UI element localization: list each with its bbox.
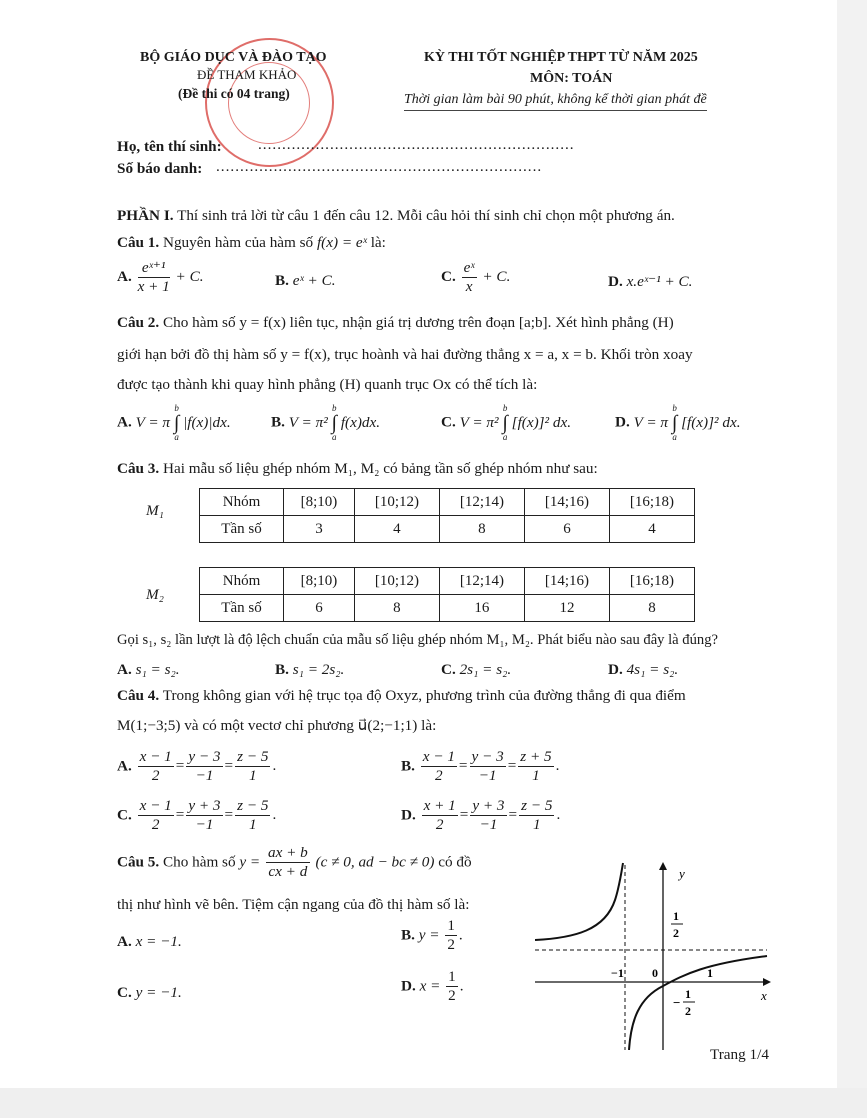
q3-d-letter: D.	[608, 661, 623, 678]
q3-b-letter: B.	[275, 661, 289, 678]
q4-d-frac-z	[519, 798, 554, 833]
q2-line2: giới hạn bởi đồ thị hàm số y = f(x), trục hoành và hai đường thẳng x = a, x = b. Khối tròn xoay	[117, 346, 693, 363]
m2-group-cell: [8;10)	[284, 568, 355, 595]
q4-c-frac-y	[186, 798, 222, 833]
q5-b-den: 2	[447, 935, 455, 953]
q2-option-c[interactable]	[441, 404, 571, 442]
q1-c-fraction	[462, 260, 477, 295]
q1-a-letter: A.	[117, 268, 132, 286]
q3-a-expr: s₁ = s₂.	[135, 661, 180, 678]
q2-c-integral	[502, 404, 507, 442]
q1-option-b[interactable]	[275, 272, 336, 290]
part1-instruction: Thí sinh trả lời từ câu 1 đến câu 12. Mỗi câu hỏi thí sinh chỉ chọn một phương án.	[177, 207, 675, 224]
q5-line2: thị như hình vẽ bên. Tiệm cận ngang của đồ thị hàm số là:	[117, 896, 470, 913]
y-neghalf-den: 2	[685, 1004, 691, 1018]
q1-text-pre: Nguyên hàm của hàm số	[163, 234, 314, 251]
m1-freq-cell: 8	[439, 516, 524, 543]
x-neg1-label: −1	[611, 966, 624, 980]
m2-freq-cell: 8	[609, 595, 694, 622]
origin-label: 0	[652, 966, 658, 980]
q1-a-num: eˣ⁺¹	[138, 260, 170, 278]
m1-group-header: Nhóm	[200, 489, 284, 516]
q4-a-frac-z	[235, 749, 270, 784]
q2-b-integral	[332, 404, 337, 442]
q5-condition: (c ≠ 0, ad − bc ≠ 0)	[315, 853, 435, 871]
m2-header-row	[200, 568, 695, 595]
q4-line1: Trong không gian với hệ trục tọa độ Oxyz, phương trình của đường thẳng đi qua điểm	[162, 687, 686, 704]
y-half-num: 1	[673, 909, 679, 923]
q5-d-letter: D.	[401, 977, 416, 995]
q4-c-frac-z	[235, 798, 270, 833]
m2-table	[199, 567, 695, 622]
scan-edge-right	[837, 0, 867, 1118]
q1-c-num: eˣ	[463, 259, 475, 276]
q4-b-x-den: 2	[435, 766, 443, 784]
q5-option-b[interactable]	[401, 918, 463, 953]
q2-a-lower: a	[174, 432, 179, 442]
ministry-name: BỘ GIÁO DỤC VÀ ĐÀO TẠO	[140, 50, 327, 65]
q3-option-c[interactable]	[441, 661, 511, 679]
y-axis-label: y	[679, 866, 685, 881]
q5-option-c[interactable]	[117, 984, 182, 1002]
m1-freq-cell: 4	[609, 516, 694, 543]
q5-a-letter: A.	[117, 933, 132, 950]
q5-stem-line1	[117, 845, 472, 880]
q1-d-letter: D.	[608, 273, 623, 290]
q2-c-upper: b	[502, 403, 508, 413]
q5-text-pre: Cho hàm số	[163, 853, 236, 871]
q2-b-pre: V = π²	[288, 414, 328, 431]
time-note: Thời gian làm bài 90 phút, không kể thời gian phát đề	[404, 92, 707, 111]
q1-label: Câu 1.	[117, 234, 160, 251]
m1-table	[199, 488, 695, 543]
q4-d-z-den: 1	[532, 815, 541, 833]
q4-label: Câu 4.	[117, 687, 160, 704]
q3-a-letter: A.	[117, 661, 132, 678]
q5-d-den: 2	[448, 986, 456, 1004]
q5-d-fraction	[446, 969, 458, 1004]
q1-b-letter: B.	[275, 272, 289, 289]
q5-d-num: 1	[448, 968, 456, 985]
q4-a-frac-y	[186, 749, 222, 784]
q2-line1: Cho hàm số y = f(x) liên tục, nhận giá trị dương trên đoạn [a;b]. Xét hình phẳng (H)	[163, 314, 674, 331]
q3-question: Gọi s₁, s₂ lần lượt là độ lệch chuẩn của mẫu số liệu ghép nhóm M₁, M₂. Phát biểu nào sau đây là đúng?	[117, 632, 718, 648]
q4-a-y-num: y − 3	[188, 748, 221, 765]
q4-c-y-den: −1	[195, 815, 214, 833]
q1-text-post: là:	[370, 234, 386, 251]
q4-c-frac-x	[138, 798, 174, 833]
q4-line2: M(1;−3;5) và có một vectơ chỉ phương u⃗(2;−1;1) là:	[117, 717, 437, 734]
m1-freq-cell: 6	[524, 516, 609, 543]
q5-fn-den: cx + d	[268, 862, 308, 880]
q2-d-sign: ∫	[671, 412, 678, 434]
scan-edge-bottom	[0, 1088, 867, 1118]
q5-fn-fraction	[266, 845, 310, 880]
m1-group-cell: [12;14)	[439, 489, 524, 516]
q4-b-y-num: y − 3	[471, 748, 504, 765]
q2-c-lower: a	[502, 432, 508, 442]
q4-d-y-num: y + 3	[472, 797, 505, 814]
q4-b-x-num: x − 1	[422, 748, 455, 765]
q3-option-b[interactable]	[275, 661, 344, 679]
q2-a-pre: V = π	[135, 414, 171, 431]
m2-group-cell: [10;12)	[354, 568, 439, 595]
q2-b-body: f(x)dx.	[340, 414, 381, 431]
q2-option-d[interactable]	[615, 404, 741, 442]
q4-d-letter: D.	[401, 806, 416, 824]
q2-b-sign: ∫	[331, 412, 338, 434]
m1-freq-cell: 3	[284, 516, 355, 543]
q3-text: Hai mẫu số liệu ghép nhóm M₁, M₂ có bảng tần số ghép nhóm như sau:	[163, 460, 598, 477]
page-number: Trang 1/4	[710, 1046, 769, 1063]
exam-type: ĐỀ THAM KHẢO	[197, 67, 297, 82]
y-neghalf-sign: −	[673, 995, 681, 1010]
m2-freq-cell: 8	[354, 595, 439, 622]
part1-heading	[117, 207, 675, 225]
q5-label: Câu 5.	[117, 853, 160, 871]
curve-left-branch	[535, 863, 623, 940]
q5-d-tail: .	[459, 977, 464, 995]
q2-a-letter: A.	[117, 413, 132, 431]
q5-text-post: có đồ	[438, 853, 472, 871]
q2-d-integral	[672, 404, 677, 442]
q4-option-a[interactable]: A. $\frac{x - 1}{2}$ = $\frac{y - 3}{-1}$ = $\frac{z - 5}{1}$ .	[117, 748, 277, 784]
m1-header-row	[200, 489, 695, 516]
m2-freq-cell: 16	[439, 595, 524, 622]
q2-line3: được tạo thành khi quay hình phẳng (H) quanh trục Ox có thể tích là:	[117, 376, 538, 393]
m2-group-header: Nhóm	[200, 568, 284, 595]
m2-group-cell: [14;16)	[524, 568, 609, 595]
q2-c-sign: ∫	[502, 412, 508, 434]
q4-b-frac-z	[518, 749, 553, 784]
q2-b-lower: a	[332, 432, 337, 442]
q2-d-letter: D.	[615, 413, 630, 431]
q5-b-num: 1	[447, 917, 455, 934]
q5-b-letter: B.	[401, 926, 415, 944]
q2-b-letter: B.	[271, 413, 285, 431]
q1-a-fraction	[138, 260, 170, 295]
q4-b-frac-x	[421, 749, 457, 784]
x-axis-label: x	[761, 988, 767, 1003]
q4-d-x-den: 2	[435, 815, 444, 833]
q2-a-integral	[174, 404, 179, 442]
q1-a-tail: + C.	[175, 268, 204, 286]
q4-b-y-den: −1	[478, 766, 497, 784]
q5-fn-num: ax + b	[267, 844, 308, 861]
x-pos1-label: 1	[707, 966, 713, 980]
m1-group-cell: [16;18)	[609, 489, 694, 516]
q4-d-z-num: z − 5	[521, 797, 553, 814]
q4-a-letter: A.	[117, 757, 132, 775]
q5-fn-lhs: y =	[239, 853, 261, 871]
q5-d-pre: x =	[419, 977, 441, 995]
q4-a-z-num: z − 5	[237, 748, 269, 765]
candidate-id-field[interactable]: ....................................................................	[216, 158, 543, 175]
q3-c-letter: C.	[441, 661, 456, 678]
q5-b-fraction	[445, 918, 457, 953]
q4-a-frac-x	[138, 749, 174, 784]
q5-option-d[interactable]	[401, 969, 464, 1004]
q4-stem-line1	[117, 687, 686, 705]
q5-option-a[interactable]	[117, 933, 182, 951]
q2-d-body: [f(x)]² dx.	[681, 414, 741, 431]
q4-c-y-num: y + 3	[188, 797, 221, 814]
exam-subject: MÔN: TOÁN	[530, 71, 613, 86]
q1-option-a[interactable]	[117, 260, 204, 295]
q2-option-b[interactable]	[271, 404, 380, 442]
q3-stem	[117, 460, 598, 478]
q3-label: Câu 3.	[117, 460, 160, 477]
y-axis-arrow	[659, 862, 667, 870]
q4-b-frac-y	[470, 749, 506, 784]
q5-a-expr: x = −1.	[135, 933, 182, 950]
q5-c-expr: y = −1.	[135, 984, 182, 1001]
q2-c-body: [f(x)]² dx.	[511, 414, 572, 431]
q5-c-letter: C.	[117, 984, 132, 1001]
q4-d-frac-y	[470, 798, 506, 833]
q4-c-x-den: 2	[151, 815, 160, 833]
m1-freq-row	[200, 516, 695, 543]
q2-stem-line1	[117, 314, 674, 332]
hyperbola-graph	[535, 860, 775, 1050]
q3-b-expr: s₁ = 2s₂.	[292, 661, 345, 678]
q4-d-y-den: −1	[479, 815, 498, 833]
m2-freq-cell: 12	[524, 595, 609, 622]
q4-a-z-den: 1	[248, 766, 257, 784]
q1-option-d[interactable]	[608, 272, 692, 291]
q4-b-z-den: 1	[532, 766, 540, 784]
part1-title: PHẦN I.	[117, 207, 174, 224]
q2-d-upper: b	[672, 403, 677, 413]
m1-freq-header: Tần số	[200, 516, 284, 543]
m1-freq-cell: 4	[354, 516, 439, 543]
q3-option-a[interactable]	[117, 661, 180, 679]
m1-group-cell: [8;10)	[284, 489, 355, 516]
q4-a-x-den: 2	[151, 766, 160, 784]
q1-option-c[interactable]	[441, 260, 510, 295]
m2-group-cell: [12;14)	[439, 568, 524, 595]
q4-b-z-num: z + 5	[520, 748, 552, 765]
m2-freq-header: Tần số	[200, 595, 284, 622]
curve-right-branch	[629, 956, 767, 1050]
q2-a-body: |f(x)|dx.	[183, 414, 231, 431]
q1-formula: f(x) = eˣ	[316, 234, 367, 251]
q2-option-a[interactable]	[117, 404, 231, 442]
q3-option-d[interactable]	[608, 661, 678, 679]
q2-b-upper: b	[332, 403, 337, 413]
candidate-name-label: Họ, tên thí sinh:	[117, 138, 222, 155]
q2-a-upper: b	[174, 403, 179, 413]
q4-d-frac-x	[422, 798, 458, 833]
q1-a-den: x + 1	[137, 277, 170, 295]
q3-d-expr: 4s₁ = s₂.	[626, 661, 679, 678]
q4-option-c[interactable]: C. $\frac{x - 1}{2}$ = $\frac{y + 3}{-1}$ = $\frac{z - 5}{1}$ .	[117, 797, 277, 833]
m1-group-cell: [14;16)	[524, 489, 609, 516]
q3-c-expr: 2s₁ = s₂.	[459, 661, 512, 678]
q1-c-tail: + C.	[482, 268, 511, 286]
q4-option-d[interactable]: D. $\frac{x + 1}{2}$ = $\frac{y + 3}{-1}$ = $\frac{z - 5}{1}$ .	[401, 797, 561, 833]
q2-c-pre: V = π²	[459, 414, 499, 431]
m1-label: M₁	[146, 502, 164, 519]
q4-b-letter: B.	[401, 757, 415, 775]
pages-note: (Đề thi có 04 trang)	[178, 86, 290, 101]
q4-c-x-num: x − 1	[139, 797, 172, 814]
q2-a-sign: ∫	[173, 412, 180, 434]
q4-a-y-den: −1	[195, 766, 214, 784]
q4-option-b[interactable]: B. $\frac{x - 1}{2}$ = $\frac{y - 3}{-1}$ = $\frac{z + 5}{1}$ .	[401, 748, 560, 784]
x-axis-arrow	[763, 978, 771, 986]
q2-d-pre: V = π	[633, 414, 669, 431]
m2-group-cell: [16;18)	[609, 568, 694, 595]
candidate-id-label: Số báo danh:	[117, 160, 203, 177]
q2-label: Câu 2.	[117, 314, 160, 331]
q1-b-expr: eˣ + C.	[292, 272, 336, 289]
q4-c-letter: C.	[117, 806, 132, 824]
q2-c-letter: C.	[441, 413, 456, 431]
exam-title: KỲ THI TỐT NGHIỆP THPT TỪ NĂM 2025	[424, 50, 698, 65]
q5-b-tail: .	[458, 926, 463, 944]
q1-stem	[117, 234, 386, 252]
m2-label: M₂	[146, 586, 164, 603]
q5-b-pre: y =	[418, 926, 440, 944]
candidate-name-field[interactable]: ..................................................................	[258, 136, 575, 153]
q4-a-x-num: x − 1	[139, 748, 172, 765]
m2-freq-cell: 6	[284, 595, 355, 622]
q1-c-letter: C.	[441, 268, 456, 286]
q4-d-x-num: x + 1	[423, 797, 456, 814]
y-half-den: 2	[673, 926, 679, 940]
q2-d-lower: a	[672, 432, 677, 442]
q1-d-expr: x.eˣ⁻¹ + C.	[626, 273, 693, 290]
m1-group-cell: [10;12)	[354, 489, 439, 516]
q4-c-z-den: 1	[248, 815, 257, 833]
y-neghalf-num: 1	[685, 987, 691, 1001]
m2-freq-row	[200, 595, 695, 622]
q1-c-den: x	[465, 277, 473, 295]
q4-c-z-num: z − 5	[237, 797, 269, 814]
